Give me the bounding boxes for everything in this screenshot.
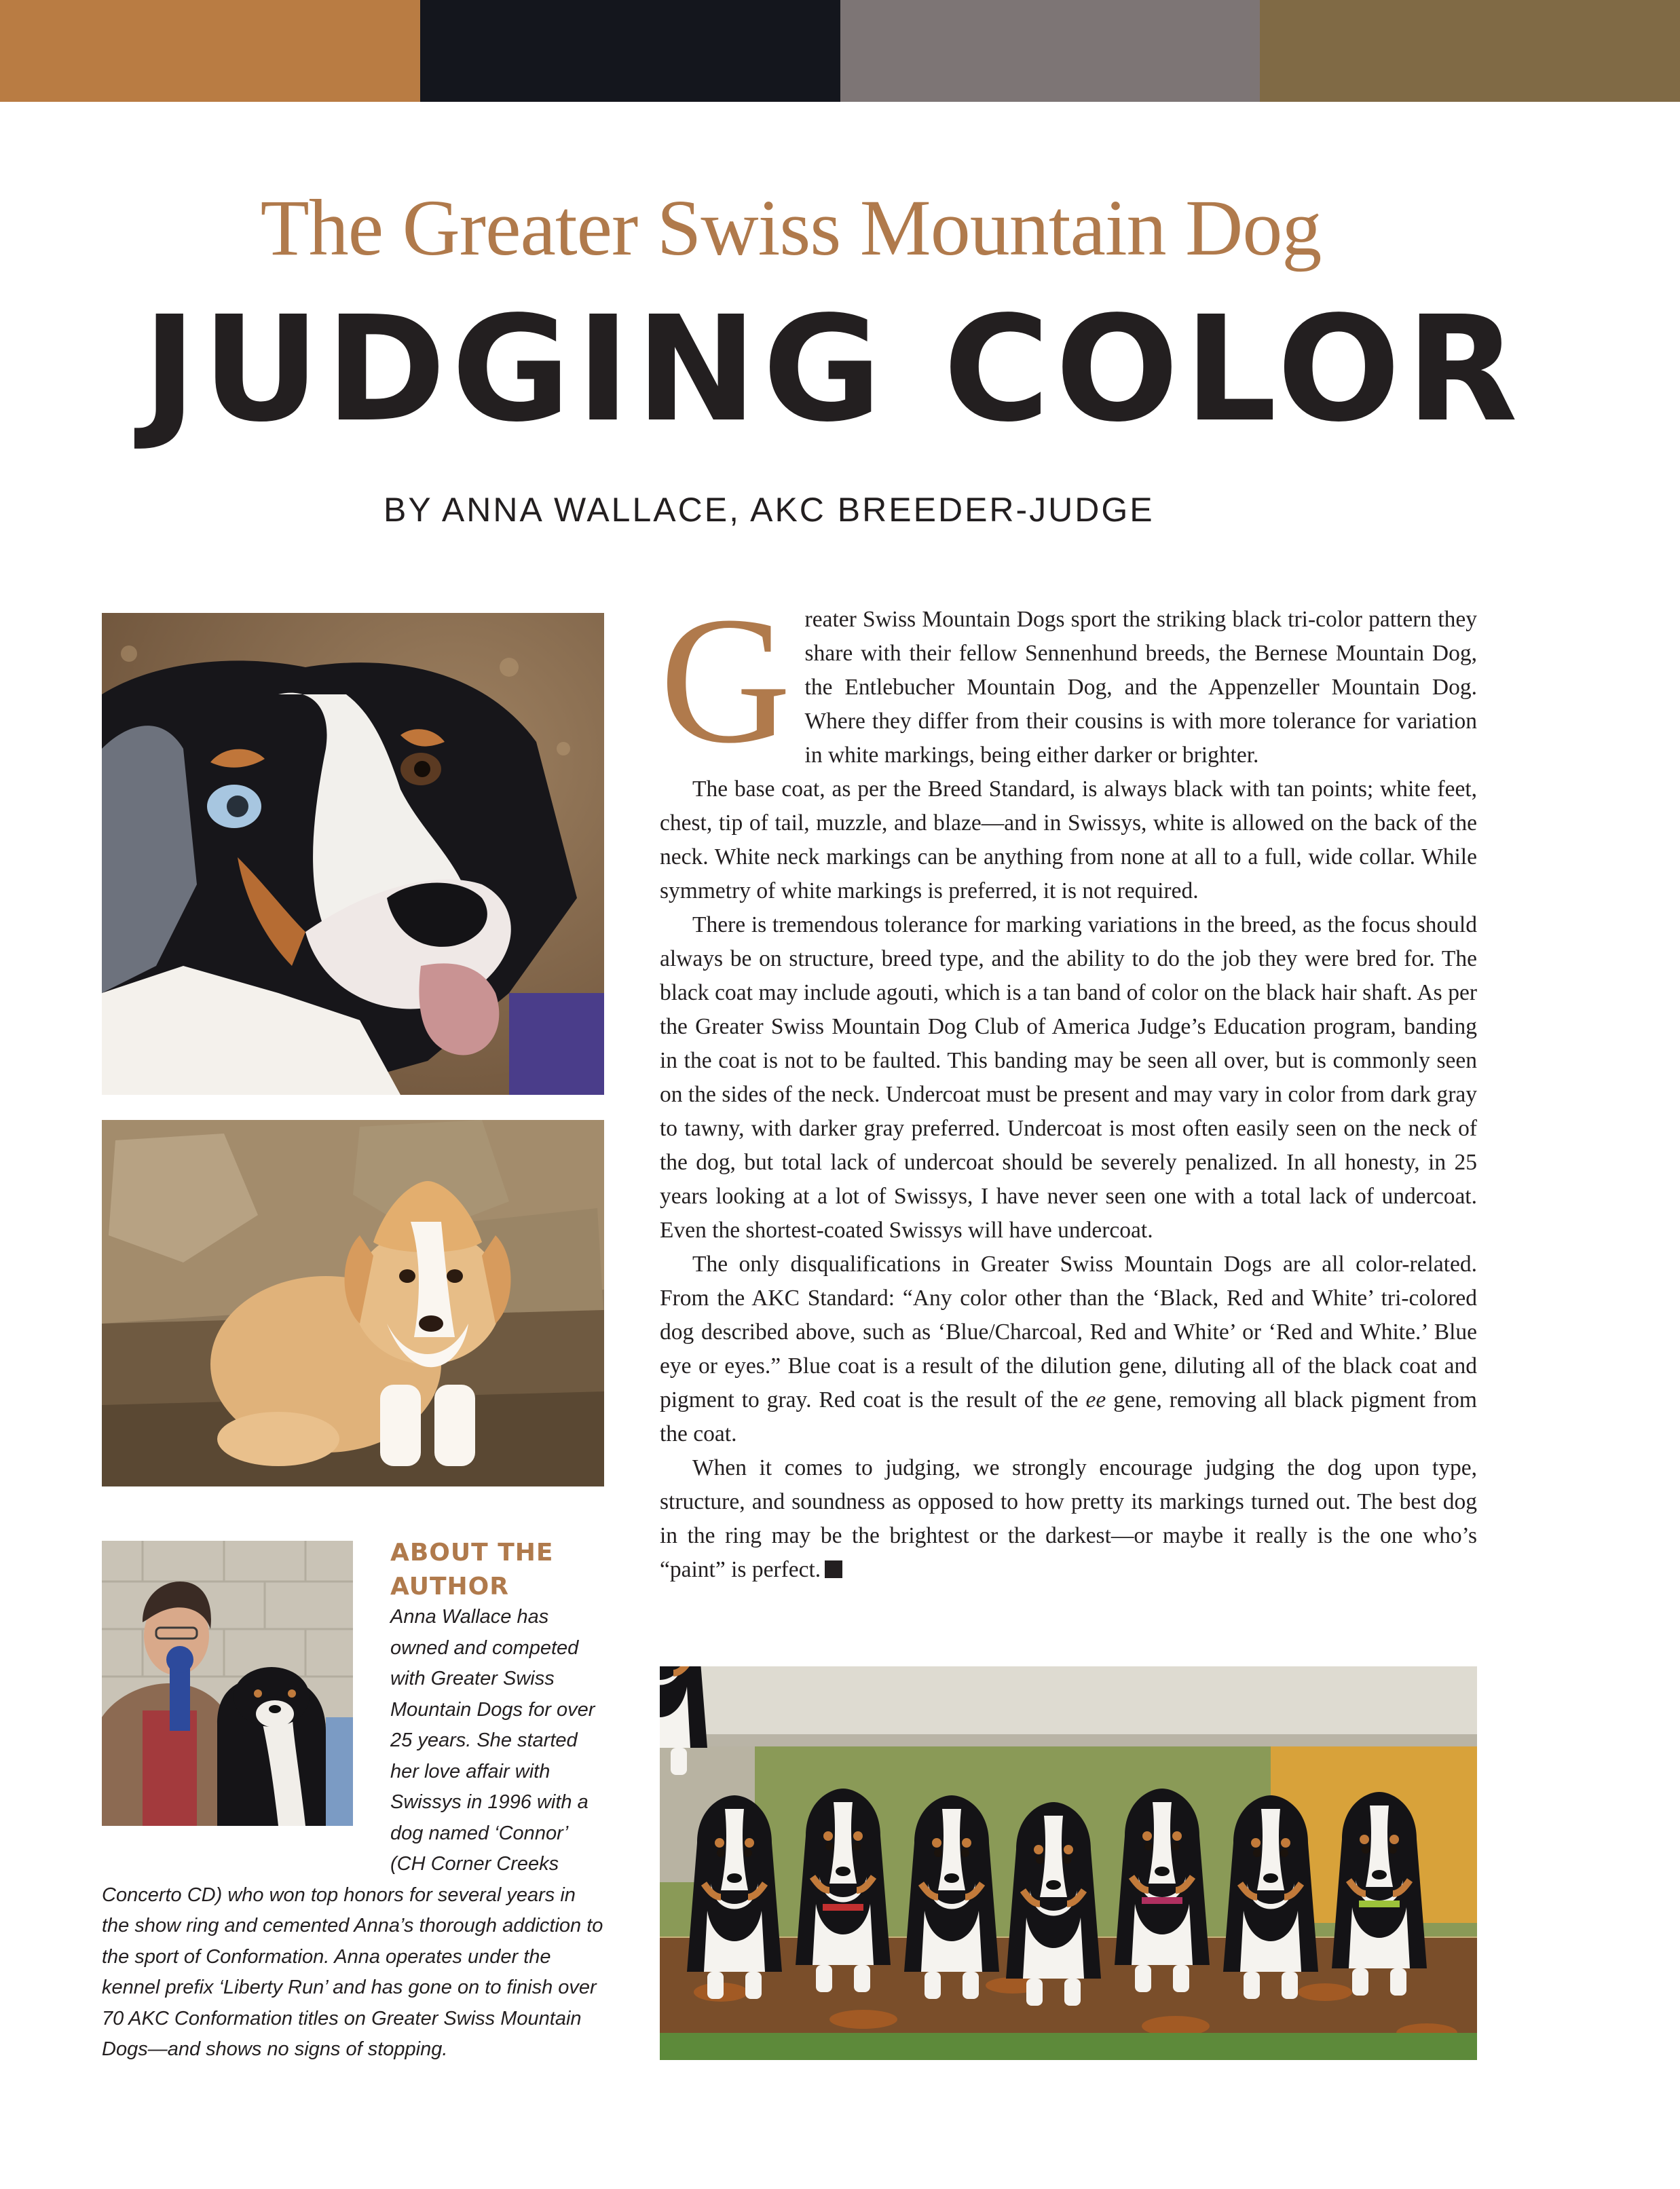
color-bar-black xyxy=(420,0,840,102)
photo-puppy-litter xyxy=(660,1666,1477,2060)
end-mark-icon xyxy=(825,1560,842,1578)
drop-cap: G xyxy=(660,579,791,781)
about-author-body xyxy=(102,1602,608,2065)
paragraph-4 xyxy=(660,1248,1477,1451)
paragraph-4-text-start: The only disqualifications in Greater Swiss Mountain Dogs are all color-related. From the AKC Standard: “Any color other than the ‘Black, Red and White’ tri-colored dog described above, such as ‘Blue/Charcoal, Red and White’ or ‘Red and White.’ Blue eye or eyes.” Blue coat is a result of the dilution gene, diluting all of the black coat and pigment to gray. Red coat is the result of the xyxy=(660,1252,1477,1412)
color-bar-copper xyxy=(0,0,420,102)
color-bar-gray xyxy=(840,0,1261,102)
about-photo-spacer xyxy=(102,1602,390,1856)
paragraph-3: There is tremendous tolerance for marking variations in the breed, as the focus should always be on structure, breed type, and the ability to do the job they were bred for. The black coat may include agouti, which is a tan band of color on the black hair shaft. As per the Greater Swiss Mountain Dog Club of America Judge’s Education program, banding in the coat is not to be faulted. This banding may be seen all over, but is commonly seen on the sides of the neck. Undercoat must be present and may vary in color from dark gray to tawny, with darker gray preferred. Undercoat is most often easily seen on the neck of the dog, but total lack of undercoat should be severely penalized. In all honesty, in 25 years looking at a lot of Swissys, I have never seen one with a total lack of undercoat. Even the shortest-coated Swissys will have undercoat. xyxy=(660,912,1477,1243)
paragraph-1-text: reater Swiss Mountain Dogs sport the striking black tri-color pattern they share with their fellow Sennenhund breeds, the Bernese Mountain Dog, the Entlebucher Mountain Dog, and the Appenzeller Mountain Dog. Where they differ from their cousins is with more tolerance for variation in white markings, being either darker or brighter. xyxy=(804,607,1477,768)
photo-red-white-puppy xyxy=(102,1120,604,1486)
paragraph-5 xyxy=(660,1451,1477,1587)
about-author-text: Anna Wallace has owned and competed with Greater Swiss Mountain Dogs for over 25 years. She started her love affair with Swissys in 1996 with a dog named ‘Connor’ (CH Corner Creeks Concerto CD) who won top honors for several years in the show ring and cemented Anna’s thorough addiction to the sport of Conformation. Anna operates under the kennel prefix ‘Liberty Run’ and has gone on to finish over 70 AKC Conformation titles on Greater Swiss Mountain Dogs—and shows no signs of stopping. xyxy=(102,1606,603,2060)
header-color-bar xyxy=(0,0,1680,102)
article-body xyxy=(660,579,1477,1587)
paragraph-2: The base coat, as per the Breed Standard, is always black with tan points; white feet, chest, tip of tail, muzzle, and blaze—and in Swissys, white is allowed on the back of the neck. White neck markings can be anything from none at all to a full, wide collar. While symmetry of white markings is preferred, it is not required. xyxy=(660,777,1477,903)
article-subtitle: The Greater Swiss Mountain Dog xyxy=(260,183,1322,272)
paragraph-4-italic-term: ee xyxy=(1085,1387,1106,1412)
color-bar-olive xyxy=(1260,0,1680,102)
photo-dog-closeup xyxy=(102,613,604,1095)
article-title: JUDGING COLOR xyxy=(143,285,1523,454)
paragraph-1 xyxy=(660,579,1477,781)
paragraph-4-text-end: gene, removing all black pigment from the coat. xyxy=(660,1387,1477,1446)
byline: BY ANNA WALLACE, AKC BREEDER-JUDGE xyxy=(384,491,1155,529)
paragraph-5-text: When it comes to judging, we strongly encourage judging the dog upon type, structure, and soundness as opposed to how pretty its markings turned out. The best dog in the ring may be the brightest or the darkest—or maybe it really is the one who’s “paint” is perfect. xyxy=(660,1455,1477,1582)
about-author-heading: ABOUT THE AUTHOR xyxy=(390,1539,554,1601)
